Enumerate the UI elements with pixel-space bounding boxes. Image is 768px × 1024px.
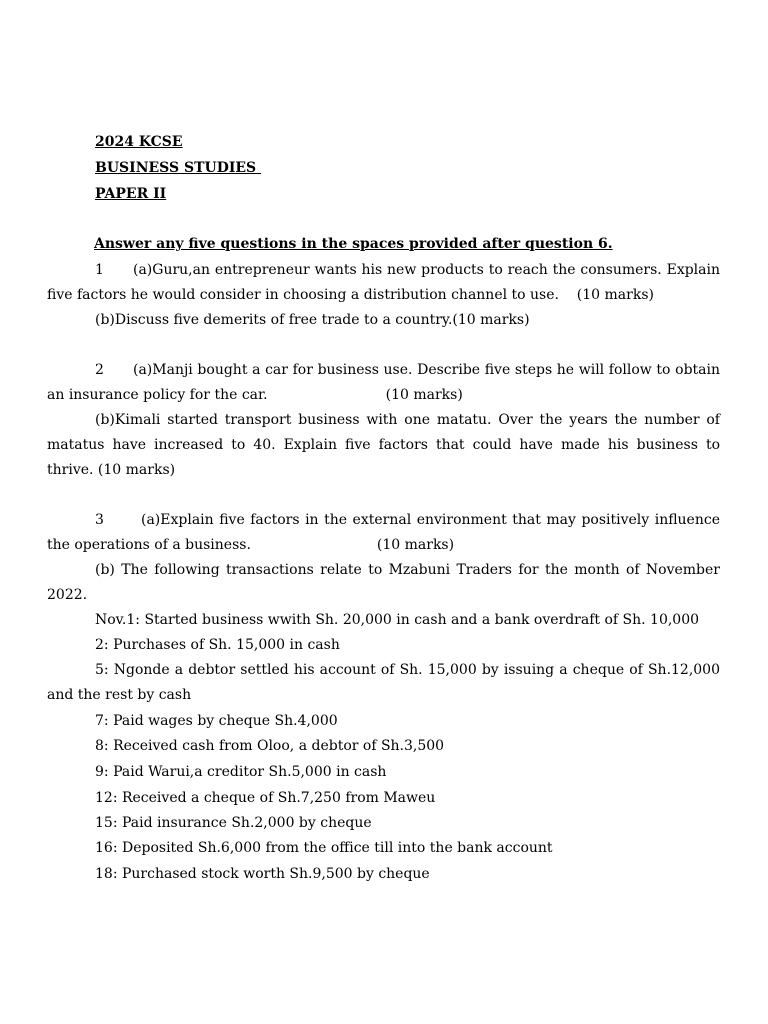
question-2b [47, 408, 720, 483]
question-text: (b)Discuss five demerits of free trade to a country.(10 marks) [95, 312, 530, 328]
transaction-line: 8: Received cash from Oloo, a debtor of Sh.3,500 [95, 738, 445, 754]
question-3a [47, 508, 720, 558]
question-text: (a)Explain five factors in the external environment that may positively influence the operations of a business. [47, 512, 720, 553]
question-1b [47, 308, 720, 333]
transaction-line [47, 658, 720, 708]
question-text: (b) The following transactions relate to Mzabuni Traders for the month of November 2022. [47, 562, 720, 603]
marks-label: (10 marks) [576, 287, 654, 303]
exam-year-heading: 2024 KCSE [95, 134, 183, 150]
marks-label: (10 marks) [376, 537, 455, 553]
transaction-line: 9: Paid Warui,a creditor Sh.5,000 in cash [95, 764, 387, 780]
question-1a [47, 258, 720, 308]
transaction-text: 5: Ngonde a debtor settled his account of Sh. 15,000 by issuing a cheque of Sh.12,000 and the rest by cash [47, 662, 720, 703]
transaction-line: Nov.1: Started business wwith Sh. 20,000 in cash and a bank overdraft of Sh. 10,000 [95, 612, 700, 628]
question-number: 2 [95, 362, 104, 378]
question-text: (b)Kimali started transport business with one matatu. Over the years the number of matatus have increased to 40. Explain five factors that could have made his business to thrive. [47, 412, 720, 478]
marks-label: (10 marks) [97, 462, 176, 478]
transaction-line: 16: Deposited Sh.6,000 from the office till into the bank account [95, 840, 553, 856]
subject-heading: BUSINESS STUDIES [95, 160, 262, 176]
question-text: (a)Manji bought a car for business use. Describe five steps he will follow to obtain an insurance policy for the car. [47, 362, 720, 403]
transaction-line: 2: Purchases of Sh. 15,000 in cash [95, 637, 340, 653]
transaction-line: 15: Paid insurance Sh.2,000 by cheque [95, 815, 372, 831]
question-text: (a)Guru,an entrepreneur wants his new products to reach the consumers. Explain five factors he would consider in choosing a distribution channel to use. [47, 262, 720, 303]
transaction-line: 7: Paid wages by cheque Sh.4,000 [95, 713, 338, 729]
question-number: 3 [95, 512, 104, 528]
marks-label: (10 marks) [385, 387, 463, 403]
question-2a [47, 358, 720, 408]
exam-instruction: Answer any five questions in the spaces provided after question 6. [94, 236, 613, 252]
question-number: 1 [95, 262, 104, 278]
paper-heading: PAPER II [95, 186, 167, 202]
transaction-line: 12: Received a cheque of Sh.7,250 from Maweu [95, 790, 436, 806]
transaction-line: 18: Purchased stock worth Sh.9,500 by cheque [95, 866, 430, 882]
question-3b [47, 558, 720, 608]
